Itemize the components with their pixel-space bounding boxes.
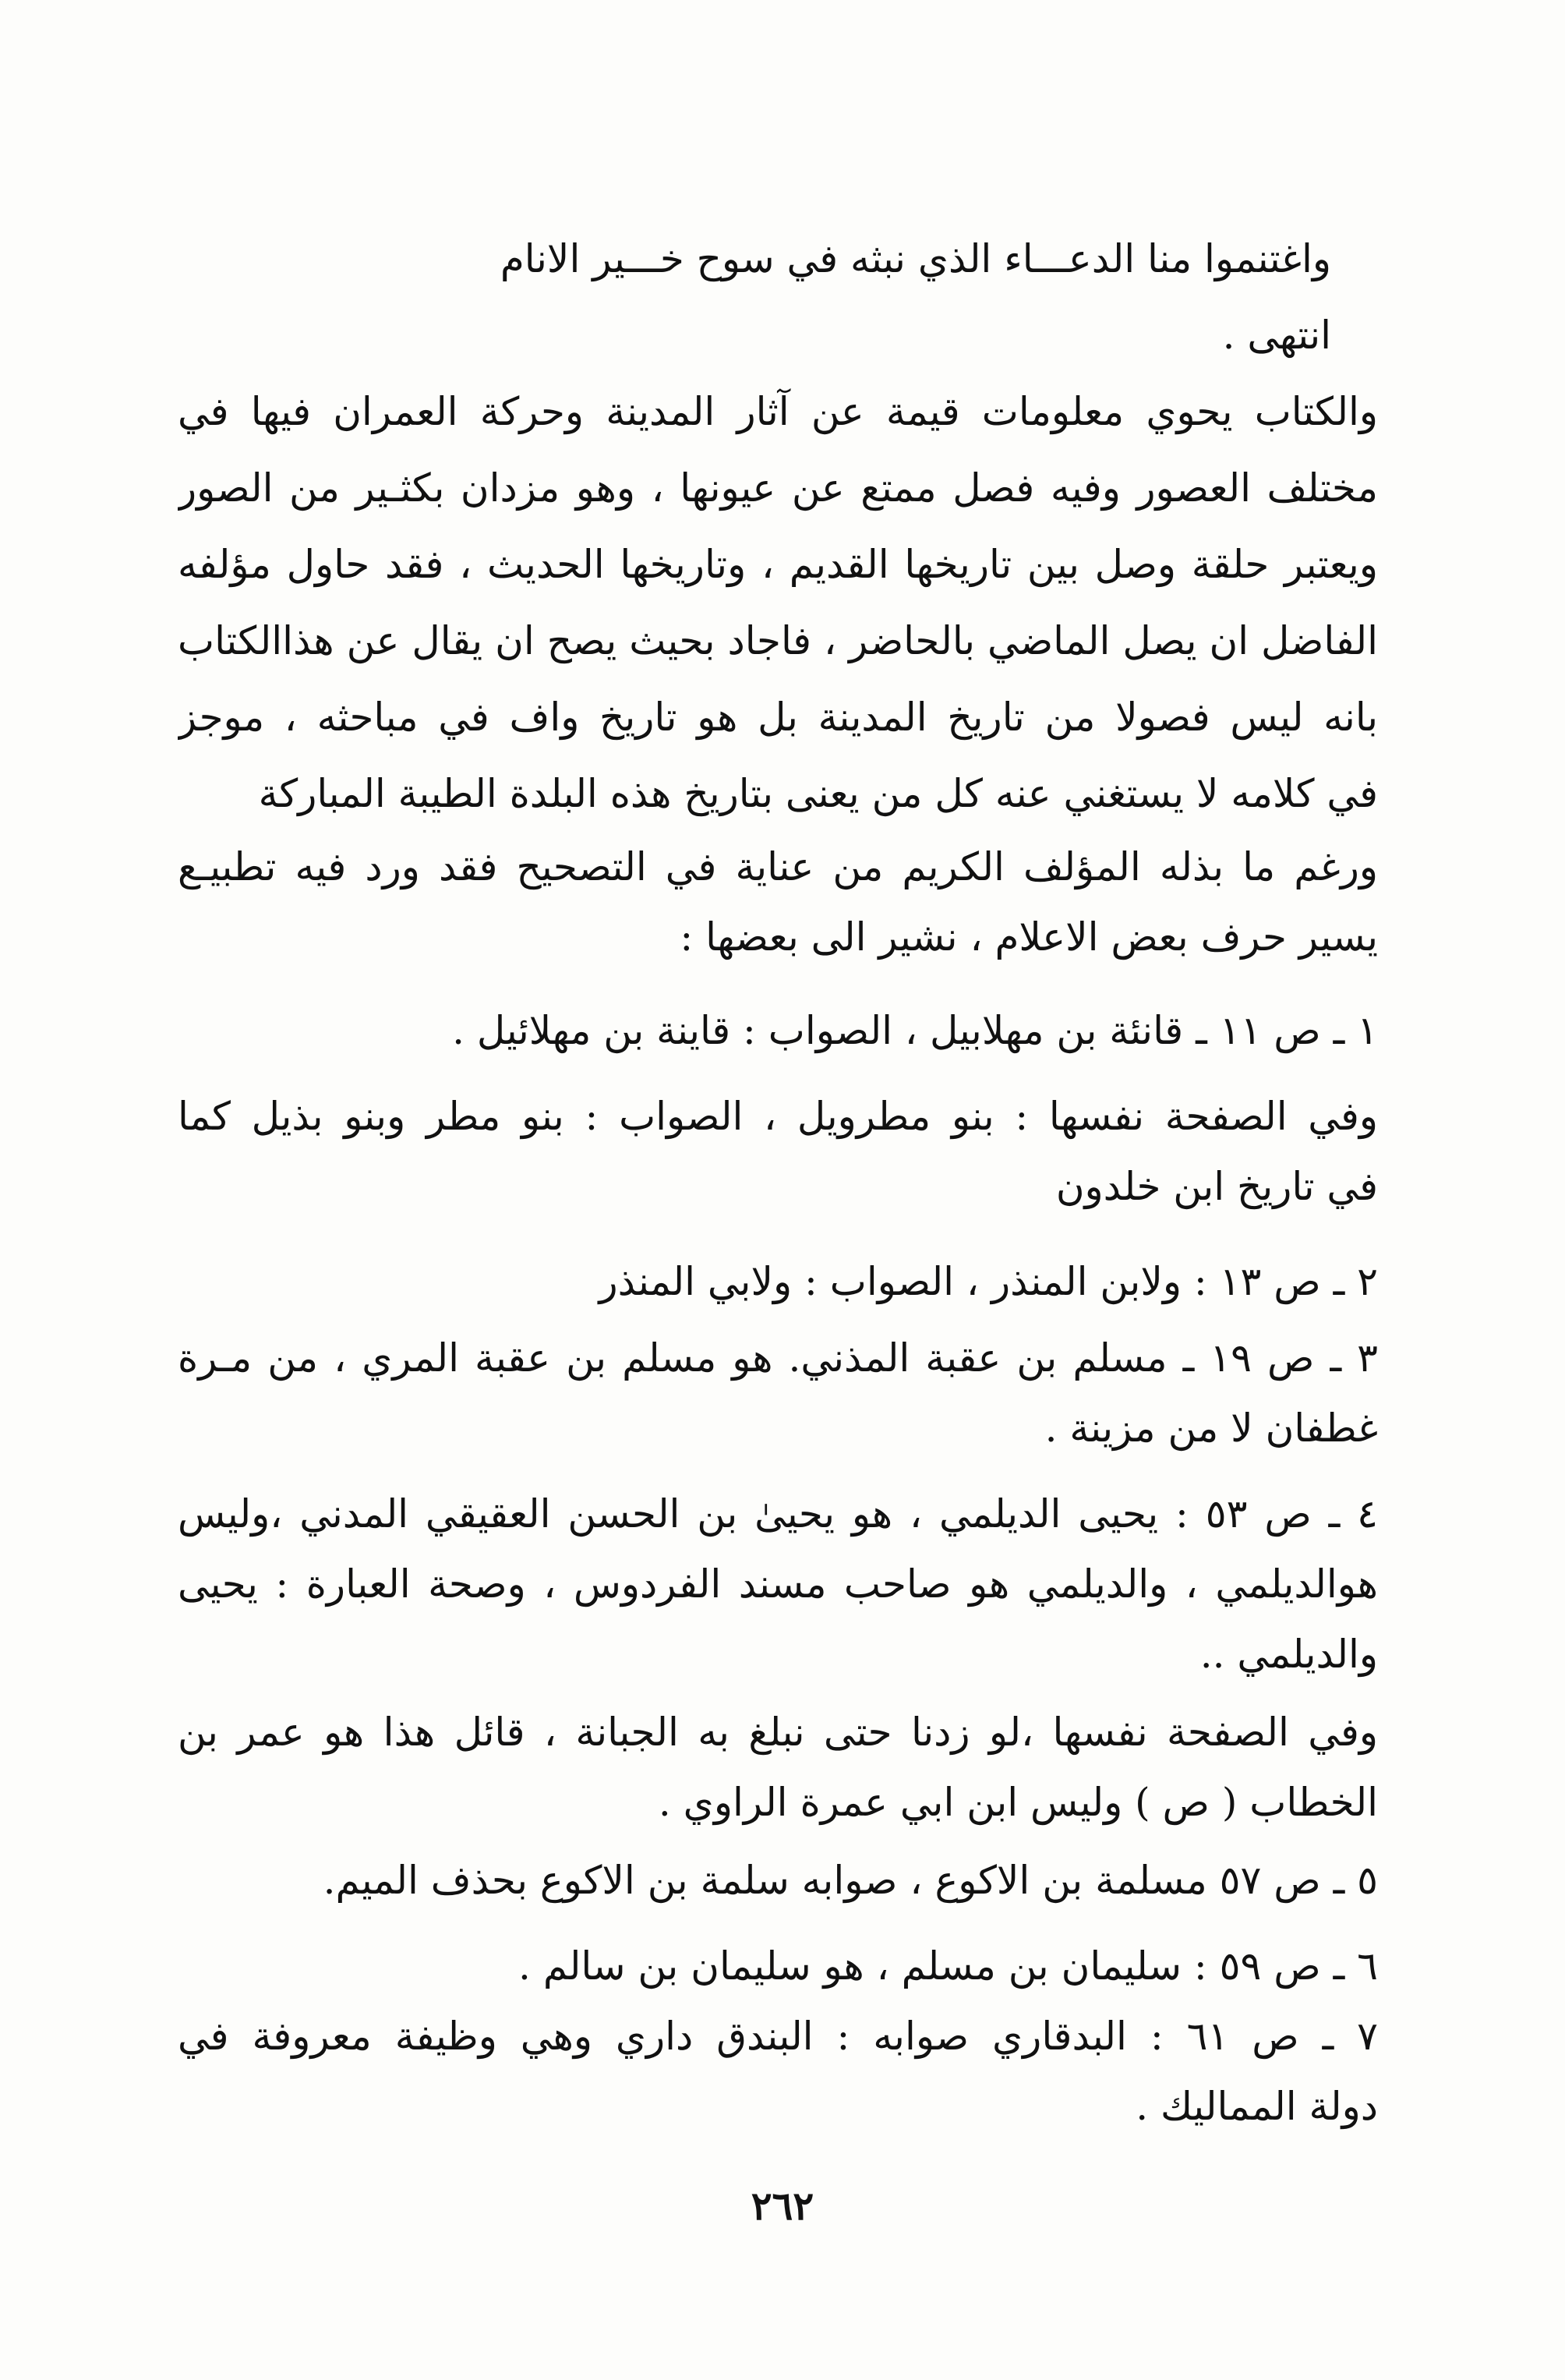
text-line: ورغم ما بذله المؤلف الكريم من عناية في التصحيح فقد ورد فيه تطبيـع [178, 844, 1378, 889]
text-line: والكتاب يحوي معلومات قيمة عن آثار المدينة وحركة العمران فيها في [178, 389, 1378, 434]
correction-item: ٦ ـ ص ٥٩ : سليمان بن مسلم ، هو سليمان بن سالم . [518, 1943, 1378, 1989]
correction-item: ٢ ـ ص ١٣ : ولابن المنذر ، الصواب : ولابي المنذر [599, 1259, 1378, 1304]
correction-item: ١ ـ ص ١١ ـ قانئة بن مهلابيل ، الصواب : قاينة بن مهلائيل . [452, 1008, 1378, 1053]
page-number: ٢٦٢ [751, 2183, 814, 2229]
text-line: غطفان لا من مزينة . [1044, 1406, 1378, 1451]
text-line: يسير حرف بعض الاعلام ، نشير الى بعضها : [680, 914, 1378, 960]
text-line: دولة المماليك . [1136, 2084, 1378, 2129]
text-line: الفاضل ان يصل الماضي بالحاضر ، فاجاد بحيث يصح ان يقال عن هذاالكتاب [178, 618, 1378, 663]
text-line: الخطاب ( ص ) وليس ابن ابي عمرة الراوي . [658, 1780, 1378, 1825]
correction-item: ٥ ـ ص ٥٧ مسلمة بن الاكوع ، صوابه سلمة بن الاكوع بحذف الميم. [323, 1858, 1378, 1903]
text-line: هوالديلمي ، والديلمي هو صاحب مسند الفردوس ، وصحة العبارة : يحيى [178, 1561, 1378, 1607]
text-line: مختلف العصور وفيه فصل ممتع عن عيونها ، وهو مزدان بكثـير من الصور [178, 465, 1378, 511]
text-line: وفي الصفحة نفسها ،لو زدنا حتى نبلغ به الجبانة ، قائل هذا هو عمر بن [178, 1710, 1378, 1755]
correction-item: ٣ ـ ص ١٩ ـ مسلم بن عقبة المذني. هو مسلم بن عقبة المري ، من مـرة [178, 1335, 1378, 1381]
text-line: ويعتبر حلقة وصل بين تاريخها القديم ، وتاريخها الحديث ، فقد حاول مؤلفه [178, 542, 1378, 587]
text-line: انتهى . [1222, 313, 1331, 358]
poem-verse-line: واغتنموا منا الدعـــاء الذي نبثه في سوح خـــير الانام [500, 236, 1331, 281]
text-line: في كلامه لا يستغني عنه كل من يعنى بتاريخ هذه البلدة الطيبة المباركة [258, 771, 1378, 816]
correction-item: ٤ ـ ص ٥٣ : يحيى الديلمي ، هو يحيىٰ بن الحسن العقيقي المدني ،وليس [178, 1491, 1378, 1537]
text-line: بانه ليس فصولا من تاريخ المدينة بل هو تاريخ واف في مباحثه ، موجز [178, 695, 1378, 740]
text-line: في تاريخ ابن خلدون [1055, 1164, 1378, 1209]
text-line: وفي الصفحة نفسها : بنو مطرويل ، الصواب : بنو مطر وبنو بذيل كما [178, 1094, 1378, 1139]
text-line: والديلمي .. [1199, 1632, 1378, 1677]
correction-item: ٧ ـ ص ٦١ : البدقاري صوابه : البندق داري وهي وظيفة معروفة في [178, 2014, 1378, 2059]
